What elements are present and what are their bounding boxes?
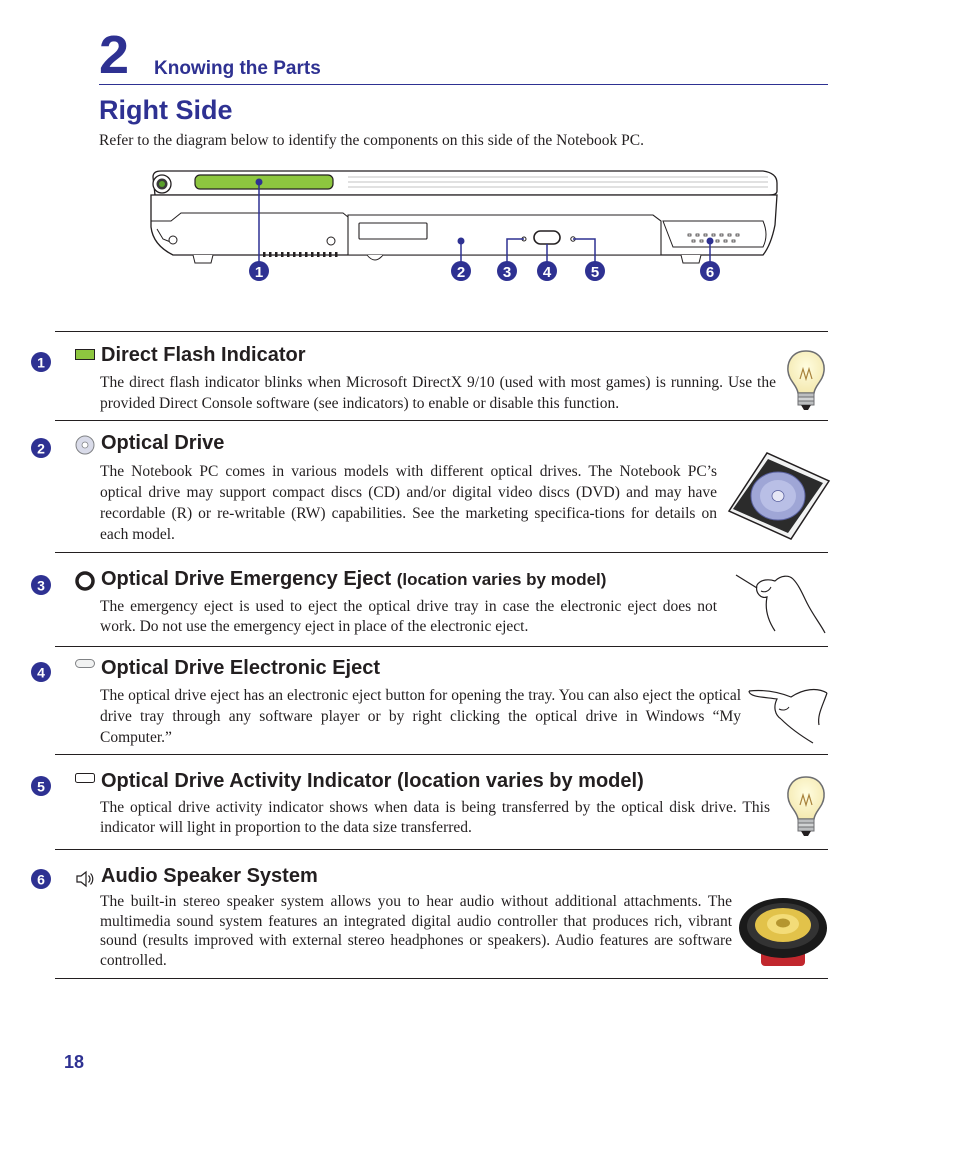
callout-6: 6 — [705, 264, 715, 281]
section-title-main: Optical Drive Emergency Eject — [101, 568, 392, 590]
section-title — [101, 568, 606, 591]
pointing-hand-icon — [747, 685, 829, 745]
callout-3: 3 — [502, 264, 512, 281]
section-number-badge — [31, 438, 51, 458]
section-title: Optical Drive Electronic Eject — [101, 657, 380, 679]
page-number: 18 — [64, 1052, 85, 1072]
section-number-badge — [31, 662, 51, 682]
optical-disc-icon — [75, 435, 95, 455]
callout-4: 4 — [542, 264, 552, 281]
svg-text:4: 4 — [37, 664, 45, 681]
section-body: The Notebook PC comes in various models with different optical drives. The Notebook PC’s optical drive may support compact discs (CD) and/or digital video discs (DVD) and may have recordable (R) or re-writable (RW) capabilities. See the marketing specifica-tions for details on each model. — [100, 463, 717, 543]
chapter-number: 2 — [99, 25, 130, 85]
section-number-badge — [31, 869, 51, 889]
light-bulb-icon — [785, 775, 827, 837]
section-body: The direct flash indicator blinks when Microsoft DirectX 9/10 (used with most games) is running. Use the provided Direct Console software (see indicators) to enable or disable this function. — [100, 374, 776, 412]
speaker-driver-icon — [737, 894, 829, 970]
section-body: The optical drive eject has an electronic eject button for opening the tray. You can also eject the optical drive tray through any software player or by right clicking the optical drive in Windows “My Computer.” — [100, 687, 741, 746]
section-body: The emergency eject is used to eject the optical drive tray in case the electronic eject does not work. Do not use the emergency eject in place of the electronic eject. — [100, 598, 717, 635]
section-audio-speaker-system — [37, 849, 828, 979]
hand-with-pin-icon — [733, 571, 827, 635]
svg-text:5: 5 — [37, 778, 45, 795]
header-divider — [99, 84, 828, 85]
section-title: Optical Drive Activity Indicator (location varies by model) — [101, 770, 644, 792]
svg-text:3: 3 — [37, 577, 45, 594]
section-title: Direct Flash Indicator — [101, 344, 306, 366]
section-optical-drive-electronic-eject — [37, 646, 828, 755]
flash-indicator-icon — [75, 349, 95, 360]
notebook-right-side-diagram — [143, 165, 783, 290]
chapter-title: Knowing the Parts — [154, 58, 321, 79]
section-number-badge — [31, 352, 51, 372]
diagram-callouts — [249, 261, 720, 281]
svg-text:1: 1 — [37, 354, 45, 371]
callout-2: 2 — [456, 264, 466, 281]
intro-text: Refer to the diagram below to identify the components on this side of the Notebook PC. — [99, 132, 644, 149]
section-body: The built-in stereo speaker system allows you to hear audio without additional attachments. The multimedia sound system features an integrated digital audio controller that produces rich, vibrant sound (results improved with external stereo headphones or speakers). Audio features are software controlled. — [100, 893, 732, 969]
section-optical-drive-emergency-eject — [37, 552, 828, 647]
section-optical-drive — [37, 420, 828, 553]
light-bulb-icon — [785, 349, 827, 411]
section-body: The optical drive activity indicator shows when data is being transferred by the optical disk drive. This indicator will light in proportion to the data size transferred. — [100, 799, 770, 836]
page-title: Right Side — [99, 95, 233, 125]
svg-text:2: 2 — [37, 440, 45, 457]
callout-5: 5 — [590, 264, 600, 281]
speaker-icon — [75, 869, 95, 889]
svg-text:6: 6 — [37, 871, 45, 888]
section-optical-drive-activity-indicator — [37, 754, 828, 850]
direct-flash-indicator-shape — [195, 175, 333, 189]
section-title: Optical Drive — [101, 432, 225, 454]
emergency-eject-icon — [75, 571, 95, 591]
section-number-badge — [31, 776, 51, 796]
callout-1: 1 — [254, 264, 264, 281]
cd-case-icon — [727, 451, 831, 541]
section-title-note: (location varies by model) — [396, 570, 607, 589]
activity-indicator-icon — [75, 773, 95, 783]
electronic-eject-icon — [75, 659, 95, 668]
section-number-badge — [31, 575, 51, 595]
section-title: Audio Speaker System — [101, 865, 318, 887]
section-direct-flash-indicator — [37, 331, 828, 421]
